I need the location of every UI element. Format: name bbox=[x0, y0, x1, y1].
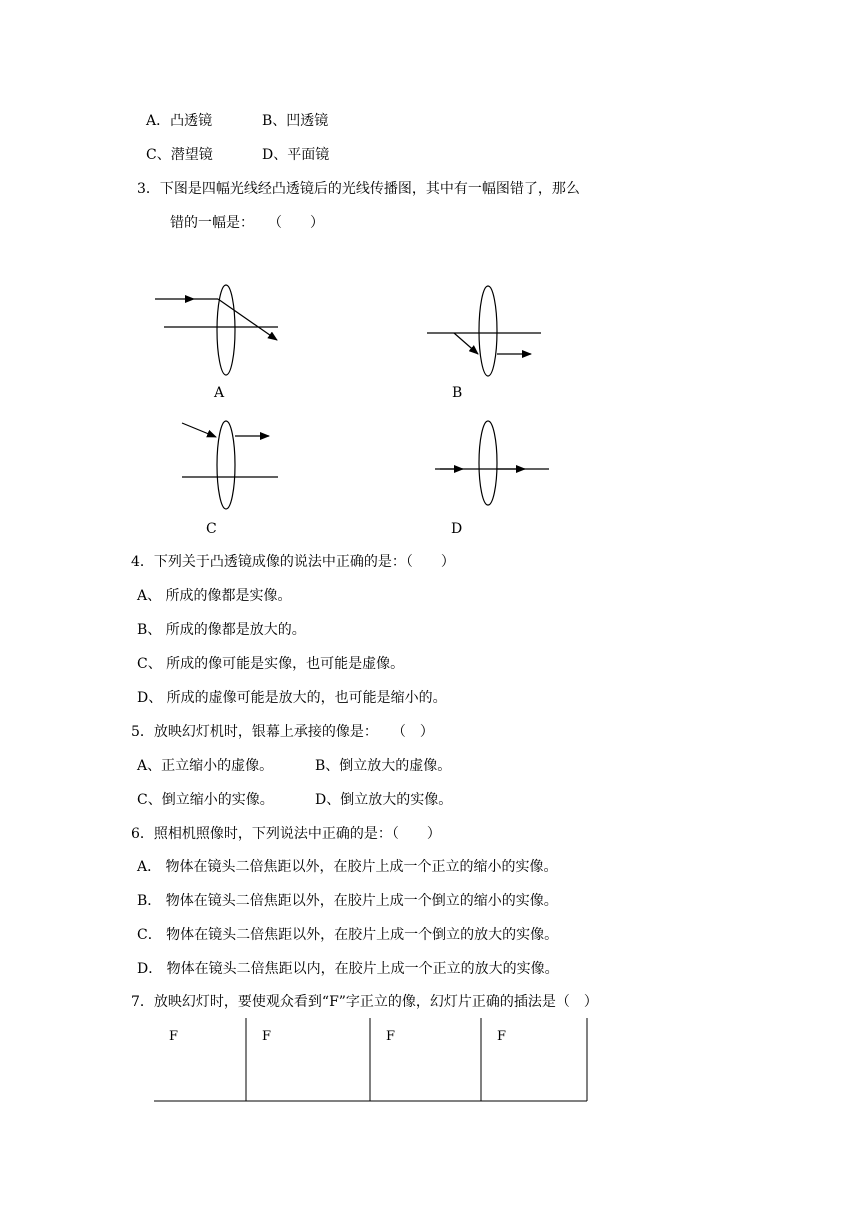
q2-option-a: A．凸透镜 bbox=[146, 113, 213, 129]
q2-option-b: B、凹透镜 bbox=[262, 113, 329, 129]
q2-option-d: D、平面镜 bbox=[262, 147, 330, 163]
q6-option-b: B． 物体在镜头二倍焦距以外，在胶片上成一个倒立的缩小的实像。 bbox=[137, 893, 558, 909]
q2-option-c: C、潜望镜 bbox=[146, 147, 213, 163]
q4-option-a: A、 所成的像都是实像。 bbox=[137, 588, 292, 604]
q6-option-c: C． 物体在镜头二倍焦距以外，在胶片上成一个倒立的放大的实像。 bbox=[137, 927, 559, 943]
figure-label-c: C bbox=[206, 521, 217, 537]
slide-letter-4: F bbox=[497, 1029, 507, 1044]
q4-option-d: D、 所成的虚像可能是放大的，也可能是缩小的。 bbox=[137, 690, 447, 706]
figure-label-d: D bbox=[451, 521, 463, 537]
q4-stem: 4．下列关于凸透镜成像的说法中正确的是：（ ） bbox=[131, 554, 455, 570]
figure-label-b: B bbox=[452, 385, 463, 401]
q6-option-d: D． 物体在镜头二倍焦距以内，在胶片上成一个正立的放大的实像。 bbox=[137, 961, 559, 977]
q5-option-a: A、正立缩小的虚像。 bbox=[137, 758, 274, 774]
slide-letter-3: F bbox=[386, 1029, 396, 1044]
q6-stem: 6．照相机照像时，下列说法中正确的是：（ ） bbox=[131, 826, 441, 842]
slide-letter-1: F bbox=[169, 1029, 179, 1044]
figure-label-a: A bbox=[214, 385, 225, 401]
slide-letter-2: F bbox=[262, 1029, 272, 1044]
q7-stem: 7．放映幻灯时，要使观众看到“F”字正立的像，幻灯片正确的插法是（ ） bbox=[131, 994, 598, 1010]
q4-option-b: B、 所成的像都是放大的。 bbox=[137, 622, 306, 638]
q4-option-c: C、 所成的像可能是实像，也可能是虚像。 bbox=[137, 656, 405, 672]
q5-stem: 5．放映幻灯机时，银幕上承接的像是： （ ） bbox=[131, 724, 434, 740]
q3-stem-line2: 错的一幅是： （ ） bbox=[170, 215, 324, 231]
q5-option-d: D、倒立放大的实像。 bbox=[315, 792, 453, 808]
q6-option-a: A． 物体在镜头二倍焦距以外，在胶片上成一个正立的缩小的实像。 bbox=[137, 859, 558, 875]
q5-option-c: C、倒立缩小的实像。 bbox=[137, 792, 274, 808]
q5-option-b: B、倒立放大的虚像。 bbox=[315, 758, 452, 774]
q3-stem-line1: 3．下图是四幅光线经凸透镜后的光线传播图，其中有一幅图错了，那么 bbox=[137, 181, 580, 197]
